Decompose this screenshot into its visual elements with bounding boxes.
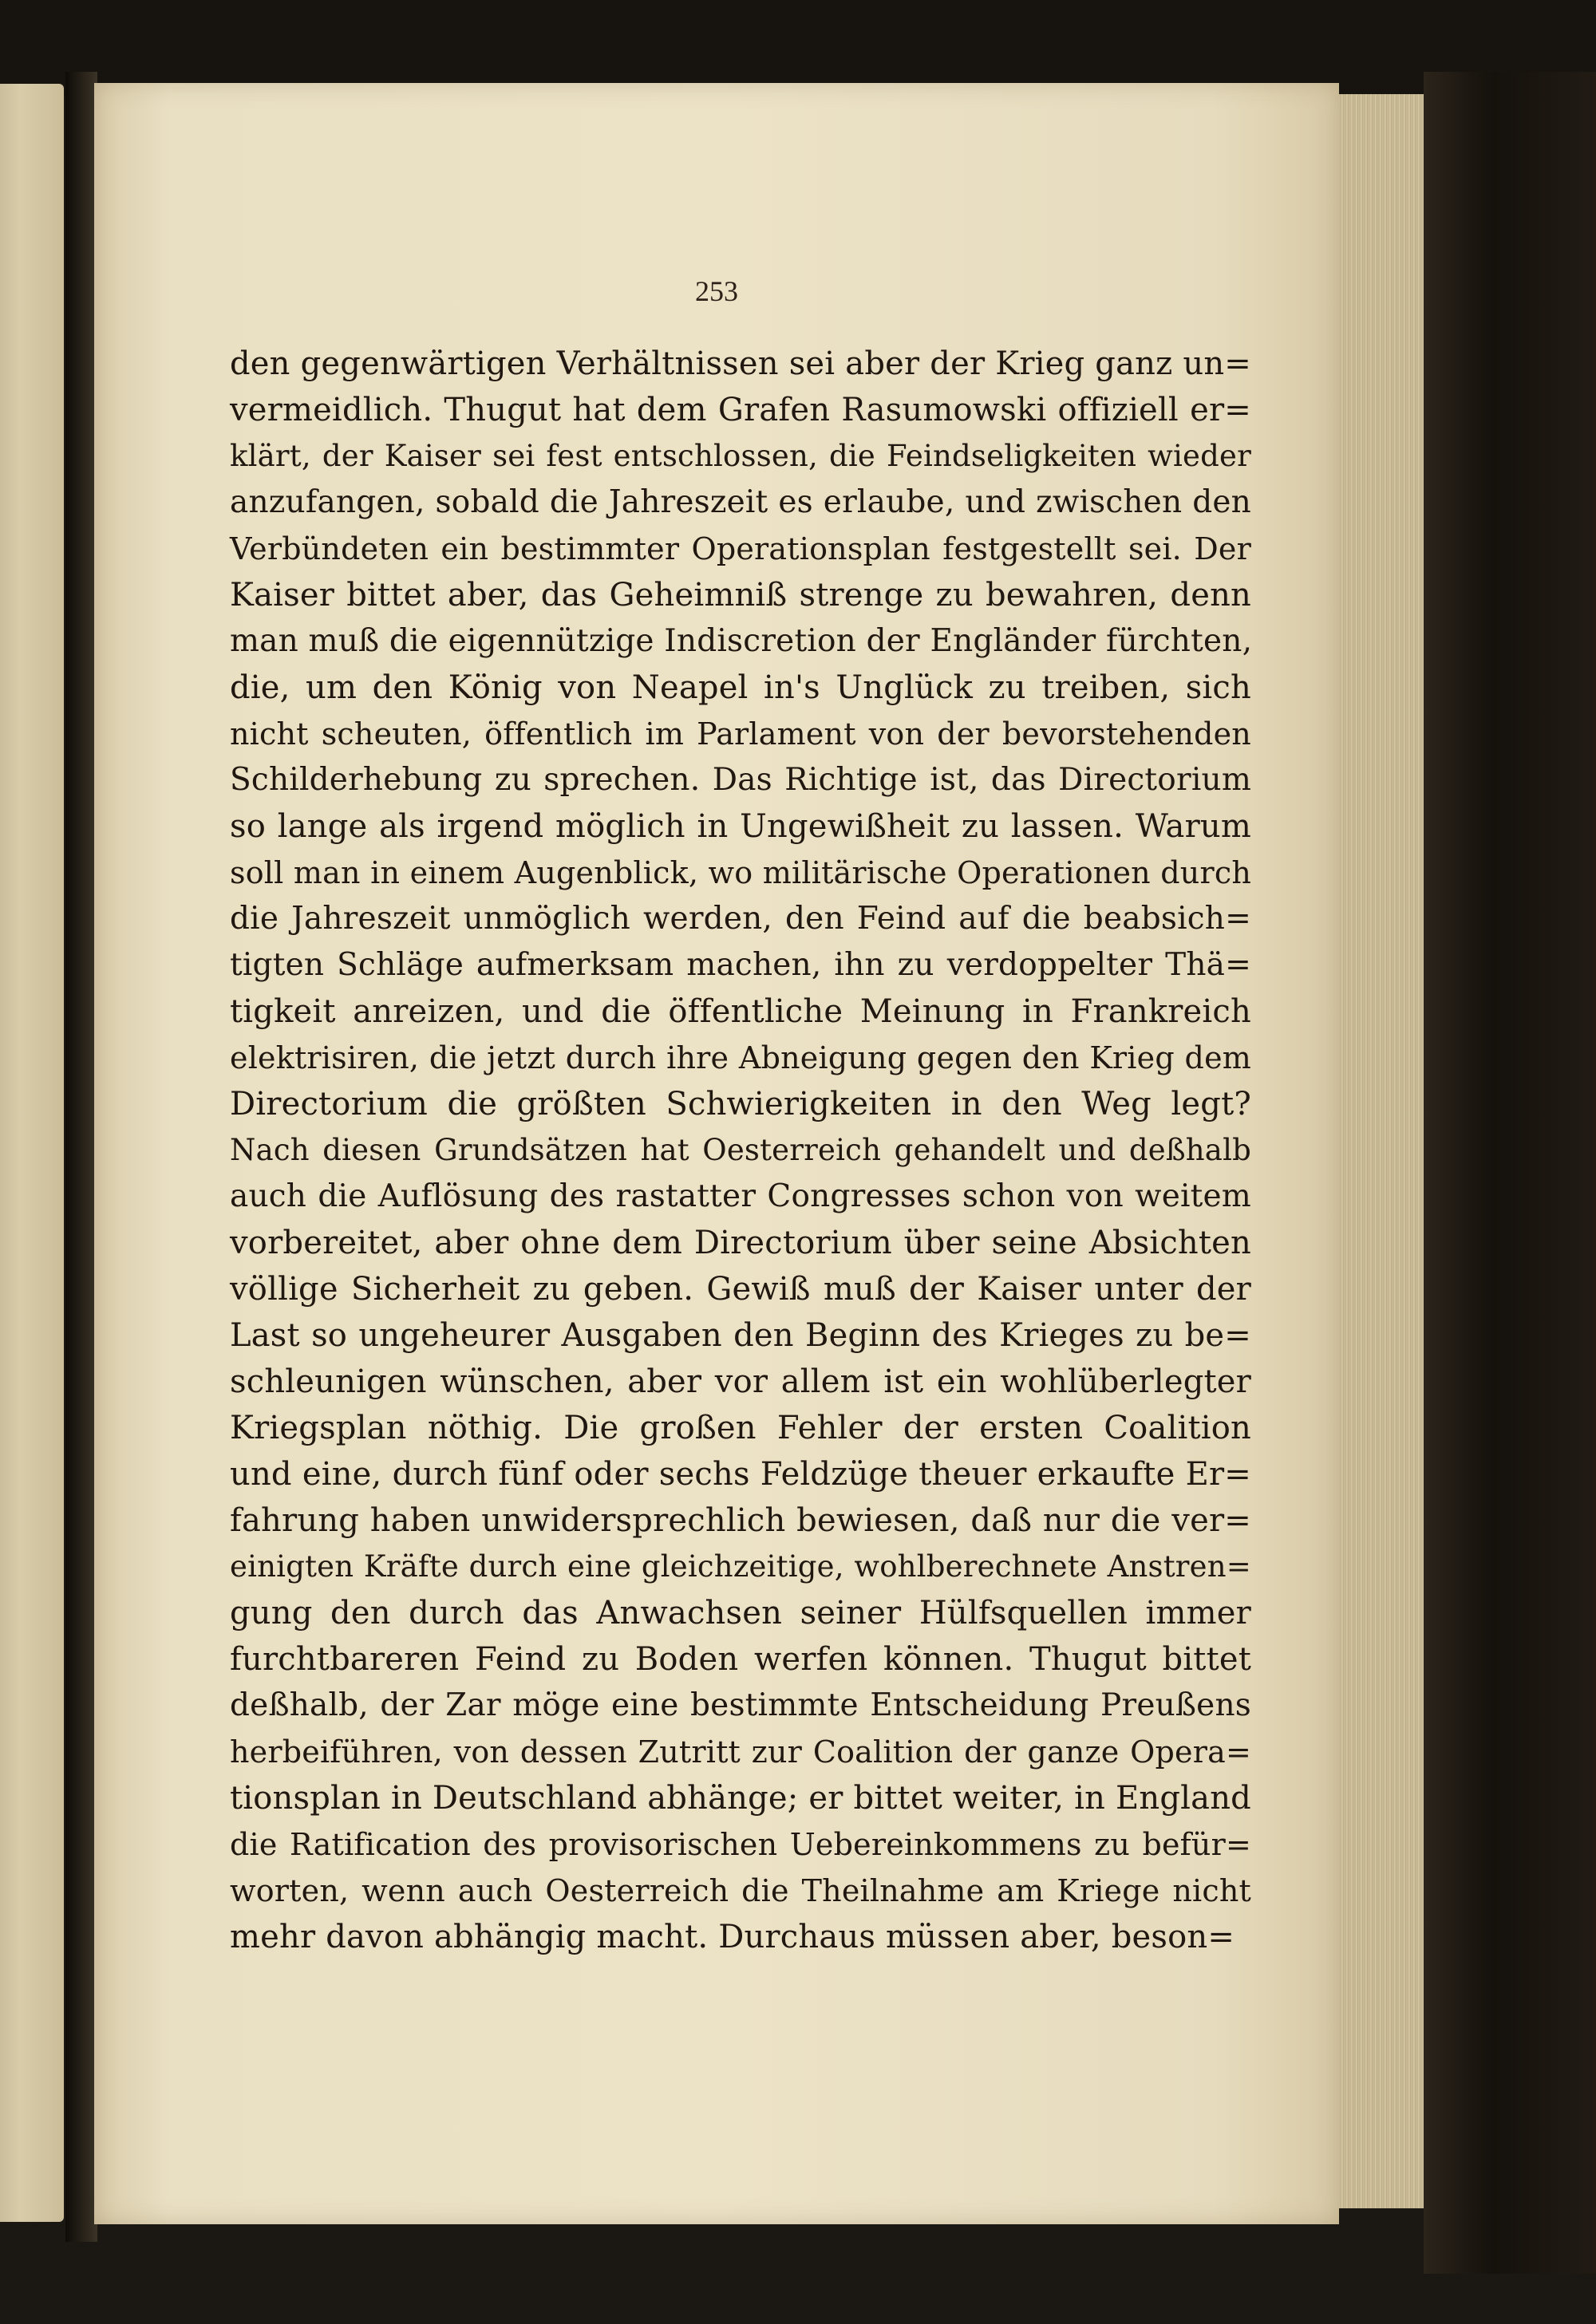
text-line: man muß die eigennützige Indiscretion der Engländer fürchten, xyxy=(230,623,1253,659)
page-number: 253 xyxy=(695,275,738,307)
text-line: Nach diesen Grundsätzen hat Oesterreich gehandelt und deßhalb xyxy=(230,1133,1251,1167)
book-page xyxy=(94,83,1339,2224)
text-line: deßhalb, der Zar möge eine bestimmte Entscheidung Preußens xyxy=(230,1687,1251,1723)
text-line: mehr davon abhängig macht. Durchaus müssen aber, beson= xyxy=(230,1919,1235,1955)
left-page-edge xyxy=(0,84,64,2222)
text-line: klärt, der Kaiser sei fest entschlossen, die Feindseligkeiten wieder xyxy=(230,439,1251,473)
text-line: und eine, durch fünf oder sechs Feldzüge theuer erkaufte Er= xyxy=(230,1456,1251,1493)
text-line: fahrung haben unwidersprechlich bewiesen, daß nur die ver= xyxy=(230,1502,1251,1539)
text-line: einigten Kräfte durch eine gleichzeitige, wohlberechnete Anstren= xyxy=(230,1549,1251,1584)
book-cover-edge xyxy=(1424,72,1596,2274)
body-text xyxy=(230,341,1251,1960)
text-line: anzufangen, sobald die Jahreszeit es erlaube, und zwischen den xyxy=(230,484,1251,520)
text-line: soll man in einem Augenblick, wo militärische Operationen durch xyxy=(230,855,1251,890)
text-line: gung den durch das Anwachsen seiner Hülfsquellen immer xyxy=(230,1595,1251,1632)
text-line: Directorium die größten Schwierigkeiten in den Weg legt? xyxy=(230,1086,1251,1123)
text-line: völlige Sicherheit zu geben. Gewiß muß der Kaiser unter der xyxy=(230,1271,1251,1308)
text-line: furchtbareren Feind zu Boden werfen können. Thugut bittet xyxy=(230,1641,1251,1678)
text-line: Verbündeten ein bestimmter Operationsplan festgestellt sei. Der xyxy=(230,531,1251,566)
text-line: Last so ungeheurer Ausgaben den Beginn des Krieges zu be= xyxy=(230,1317,1251,1354)
text-line: elektrisiren, die jetzt durch ihre Abneigung gegen den Krieg dem xyxy=(230,1040,1251,1075)
text-line: nicht scheuten, öffentlich im Parlament von der bevorstehenden xyxy=(230,716,1251,752)
page-stack-edges xyxy=(1337,94,1427,2208)
scan-background xyxy=(0,0,1596,96)
text-line: Schilderhebung zu sprechen. Das Richtige ist, das Directorium xyxy=(230,762,1251,798)
text-line: so lange als irgend möglich in Ungewißheit zu lassen. Warum xyxy=(230,808,1251,845)
text-line: den gegenwärtigen Verhältnissen sei aber der Krieg ganz un= xyxy=(230,345,1251,382)
text-line: Kaiser bittet aber, das Geheimniß strenge zu bewahren, denn xyxy=(230,577,1251,614)
text-line: vorbereitet, aber ohne dem Directorium über seine Absichten xyxy=(230,1225,1251,1261)
text-line: auch die Auflösung des rastatter Congresses schon von weitem xyxy=(230,1178,1251,1214)
text-line: Kriegsplan nöthig. Die großen Fehler der ersten Coalition xyxy=(230,1410,1251,1446)
text-line: tigten Schläge aufmerksam machen, ihn zu verdoppelter Thä= xyxy=(230,947,1251,983)
text-line: tigkeit anreizen, und die öffentliche Meinung in Frankreich xyxy=(230,993,1251,1030)
text-line: worten, wenn auch Oesterreich die Theilnahme am Kriege nicht xyxy=(230,1873,1251,1908)
text-line: schleunigen wünschen, aber vor allem ist ein wohlüberlegter xyxy=(230,1363,1251,1400)
book-gutter xyxy=(65,72,97,2242)
text-line: die Ratification des provisorischen Uebereinkommens zu befür= xyxy=(230,1827,1251,1862)
text-line: vermeidlich. Thugut hat dem Grafen Rasumowski offiziell er= xyxy=(230,392,1251,428)
text-line: herbeiführen, von dessen Zutritt zur Coalition der ganze Opera= xyxy=(230,1734,1251,1770)
text-line: die, um den König von Neapel in's Unglück zu treiben, sich xyxy=(230,669,1251,706)
text-line: tionsplan in Deutschland abhänge; er bittet weiter, in England xyxy=(230,1780,1251,1817)
text-line: die Jahreszeit unmöglich werden, den Feind auf die beabsich= xyxy=(230,901,1251,937)
